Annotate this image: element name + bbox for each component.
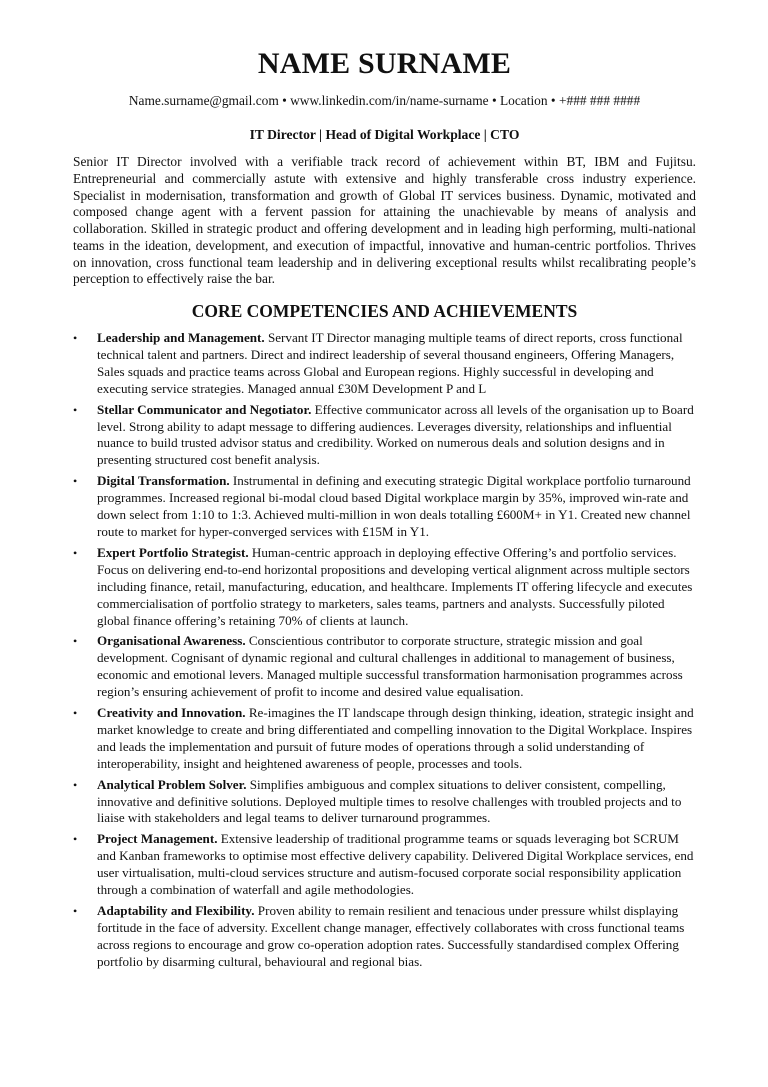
- competency-description: Conscientious contributor to corporate structure, strategic mission and goal development. Cognisant of dynamic regional and cultural challenges in additional to management of business, economic and emotional levers. Managed multiple successful transformation harmonisation programmes across region’s ensuring achievement of profit to income and desired value equalisation.: [97, 633, 683, 700]
- contact-line: Name.surname@gmail.com • www.linkedin.com/in/name-surname • Location • +### ### ####: [128, 93, 641, 108]
- competency-description: Proven ability to remain resilient and tenacious under pressure whilst displaying fortitude in the face of adversity. Excellent change manager, effectively collaborates with cross functional teams across regions to encourage and grow co-operation adoption rates. Successfully standardised complex Offering portfolio by disarming cultural, behavioural and regional bias.: [97, 903, 685, 969]
- competency-title: Project Management.: [97, 831, 218, 847]
- competency-title: Creativity and Innovation.: [97, 705, 246, 721]
- competency-title: Expert Portfolio Strategist.: [97, 544, 249, 560]
- bullet-icon: •: [73, 545, 78, 560]
- bullet-icon: •: [73, 634, 78, 649]
- competency-title: Digital Transformation.: [97, 473, 230, 489]
- competency-title: Analytical Problem Solver.: [97, 776, 247, 792]
- bullet-icon: •: [73, 402, 78, 417]
- competency-description: Simplifies ambiguous and complex situations to deliver consistent, compelling, innovative and definitive solutions. Deployed multiple times to resolve challenges with troubled projects and to liaise with stakeholders and legal teams to deliver turnaround programmes.: [97, 776, 682, 826]
- competency-portfolio-strategist: [73, 545, 696, 630]
- competencies-list: [73, 330, 696, 971]
- competency-problem-solver: [73, 777, 696, 828]
- competency-communicator: [73, 402, 696, 470]
- competency-project-management: [73, 831, 696, 899]
- competency-adaptability: [73, 903, 696, 971]
- competency-title: Stellar Communicator and Negotiator.: [97, 401, 312, 417]
- professional-summary: Senior IT Director involved with a verifiable track record of achievement within BT, IBM and Fujitsu. Entrepreneurial and commercially astute with extensive and highly transferable cross industry experience. Specialist in modernisation, transformation and growth of Global IT services business. Dynamic, motivated and composed change agent with a fervent passion for attaining the unachievable by means of analysis and collaboration. Skilled in strategic product and offering development and in leading high performing, multi-national teams in the ideation, development, and execution of impactful, innovative and human-centric portfolios. Thrives on innovation, cross functional team leadership and in delivering exceptional results whilst recalibrating people’s perception to effectively raise the bar.: [73, 154, 696, 287]
- bullet-icon: •: [73, 832, 78, 847]
- competency-organisational-awareness: [73, 633, 696, 701]
- professional-headline: IT Director | Head of Digital Workplace | CTO: [249, 127, 520, 142]
- bullet-icon: •: [73, 706, 78, 721]
- competency-title: Adaptability and Flexibility.: [97, 903, 255, 918]
- competency-description: Instrumental in defining and executing strategic Digital workplace portfolio turnaround programmes. Increased regional bi-modal cloud based Digital workplace margin by 35%, improved win-rate and down select from 1:10 to 1:3. Achieved multi-million in won deals totalling £600M+ in Y1. Created new channel route to market for hyper-converged services with £15M in Y1.: [97, 473, 691, 539]
- bullet-icon: •: [73, 474, 78, 489]
- candidate-name: NAME SURNAME: [257, 47, 512, 80]
- section-title-core-competencies: CORE COMPETENCIES AND ACHIEVEMENTS: [191, 301, 578, 321]
- competency-leadership: [73, 330, 696, 398]
- bullet-icon: •: [73, 904, 78, 918]
- competency-description: Servant IT Director managing multiple teams of direct reports, cross functional technical talent and partners. Direct and indirect leadership of several thousand engineers, Offering Managers, Sales squads and practice teams across Global and European regions. Highly successful in developing and executing service strategies. Managed annual £30M Development P and L: [97, 330, 683, 396]
- competency-description: Effective communicator across all levels of the organisation up to Board level. Strong ability to adapt message to differing audiences. Leverages diversity, relationships and influential nuance to build trusted advisor status and credibility. Worked on numerous deals and solution designs and in presenting structured cost benefit analysis.: [97, 401, 694, 468]
- bullet-icon: •: [73, 777, 78, 792]
- competency-creativity-innovation: [73, 705, 696, 773]
- competency-digital-transformation: [73, 473, 696, 541]
- bullet-icon: •: [73, 331, 78, 345]
- competency-description: Re-imagines the IT landscape through design thinking, ideation, strategic insight and market knowledge to create and bring differentiated and compelling innovation to the Digital Workplace. Inspires and leads the implementation and pursuit of future modes of operations through a solid understanding of interoperability, insight and heightened awareness of people, processes and tools.: [97, 705, 694, 771]
- competency-title: Leadership and Management.: [97, 330, 265, 345]
- competency-description: Extensive leadership of traditional programme teams or squads leveraging bot SCRUM and Kanban frameworks to optimise most effective delivery capability. Delivered Digital Workplace services, end user virtualisation, multi-cloud services structure and autism-focused corporate social responsibility application through a combination of waterfall and agile methodologies.: [97, 831, 694, 898]
- competency-title: Organisational Awareness.: [97, 633, 246, 649]
- competency-description: Human-centric approach in deploying effective Offering’s and portfolio services. Focus on delivering end-to-end horizontal propositions and developing vertical alignment across multiple sectors including finance, retail, manufacturing, education, and healthcare. Implements IT offering lifecycle and executes commercialisation of portfolio strategy to marketers, sales teams, partners and analysts. Successfully piloted global finance offering’s retaining 70% of clients at launch.: [97, 544, 693, 628]
